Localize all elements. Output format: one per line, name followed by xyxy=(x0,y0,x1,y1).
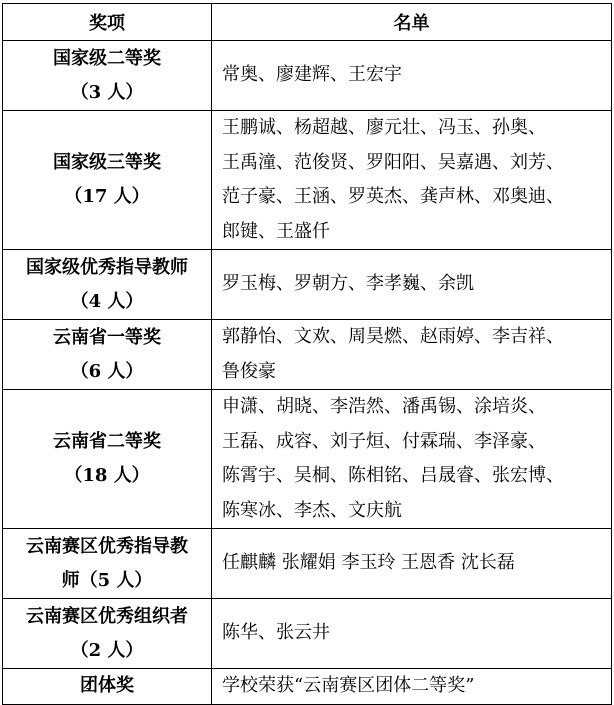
header-names: 名单 xyxy=(212,4,612,41)
award-count: （3 人） xyxy=(70,81,144,103)
award-count: （17 人） xyxy=(64,186,150,207)
names-line: 常奥、廖建辉、王宏宇 xyxy=(222,64,402,86)
award-cell xyxy=(3,250,212,320)
names-line: 鲁俊豪 xyxy=(222,360,276,382)
names-line: 陈霄宇、吴桐、陈相铭、吕晟睿、张宏博、 xyxy=(222,465,564,486)
award-cell xyxy=(3,599,212,669)
names-line: 王禹潼、范俊贤、罗阳阳、吴嘉遇、刘芳、 xyxy=(222,151,564,173)
award-title: 国家级优秀指导教师 xyxy=(26,256,188,278)
names-line: 郭静怡、文欢、周昊燃、赵雨婷、李吉祥、 xyxy=(222,326,564,347)
names-cell xyxy=(212,390,612,529)
award-count: 师（5 人） xyxy=(61,569,153,591)
names-line: 学校荣获“云南赛区团体二等奖” xyxy=(222,675,475,696)
table-row xyxy=(3,669,612,705)
award-count: （2 人） xyxy=(70,639,144,661)
table-row xyxy=(3,390,612,529)
award-cell xyxy=(3,41,212,111)
names-cell xyxy=(212,669,612,705)
awards-table xyxy=(2,3,612,705)
names-line: 范子豪、王涵、罗英杰、龚声林、邓奥迪、 xyxy=(222,186,564,207)
award-count: （18 人） xyxy=(64,465,150,486)
table-row xyxy=(3,250,612,320)
header-award: 奖项 xyxy=(3,4,212,41)
names-line: 罗玉梅、罗朝方、李孝巍、余凯 xyxy=(222,273,474,295)
names-line: 郎键、王盛仟 xyxy=(222,220,330,242)
table-row xyxy=(3,529,612,599)
award-cell xyxy=(3,669,212,705)
names-cell xyxy=(212,250,612,320)
names-line: 任麒麟 张耀娟 李玉玲 王恩香 沈长磊 xyxy=(222,552,515,574)
names-cell xyxy=(212,529,612,599)
award-count: （6 人） xyxy=(70,360,144,382)
award-title: 云南赛区优秀组织者 xyxy=(26,605,188,627)
award-title: 云南省二等奖 xyxy=(53,431,161,452)
names-cell xyxy=(212,111,612,250)
names-line: 王鹏诚、杨超越、廖元壮、冯玉、孙奥、 xyxy=(222,117,546,138)
award-cell xyxy=(3,320,212,390)
names-line: 陈华、张云井 xyxy=(222,622,330,644)
award-title: 云南省一等奖 xyxy=(53,326,161,348)
award-title: 国家级二等奖 xyxy=(53,47,161,69)
table-row xyxy=(3,41,612,111)
award-title: 团体奖 xyxy=(80,675,134,697)
award-title: 云南赛区优秀指导教 xyxy=(26,535,188,557)
award-count: （4 人） xyxy=(70,290,144,312)
names-line: 王磊、成容、刘子烜、付霖瑞、李泽豪、 xyxy=(222,430,546,452)
award-cell xyxy=(3,529,212,599)
award-title: 国家级三等奖 xyxy=(53,152,161,173)
names-cell xyxy=(212,599,612,669)
award-cell xyxy=(3,390,212,529)
names-line: 陈寒冰、李杰、文庆航 xyxy=(222,499,402,521)
award-cell xyxy=(3,111,212,250)
names-cell xyxy=(212,41,612,111)
names-cell xyxy=(212,320,612,390)
header-row xyxy=(3,4,612,41)
table-row xyxy=(3,111,612,250)
table-row xyxy=(3,599,612,669)
table-row xyxy=(3,320,612,390)
names-line: 申潇、胡晓、李浩然、潘禹锡、涂培炎、 xyxy=(222,396,546,417)
